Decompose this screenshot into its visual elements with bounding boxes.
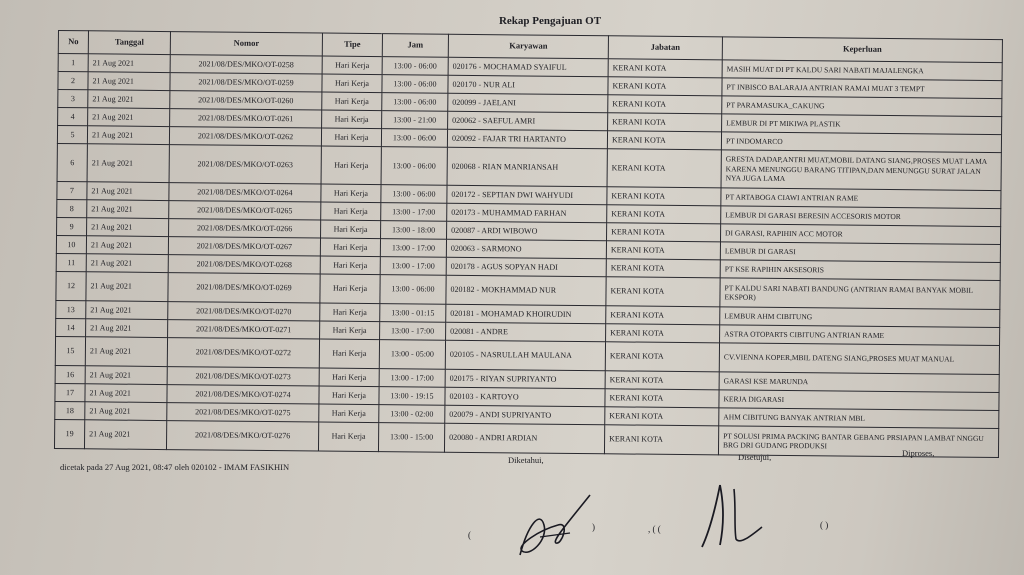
row-tanggal: 21 Aug 2021 xyxy=(85,402,167,421)
row-karyawan: 020081 - ANDRE xyxy=(446,322,606,342)
row-no: 11 xyxy=(56,253,86,271)
row-jabatan: KERANI KOTA xyxy=(607,187,721,206)
row-jam: 13:00 - 17:00 xyxy=(380,239,446,258)
row-keperluan: PT KALDU SARI NABATI BANDUNG (ANTRIAN RAMAI BANYAK MOBIL EKSPOR) xyxy=(720,278,1000,310)
row-tipe: Hari Kerja xyxy=(318,422,378,452)
row-jabatan: KERANI KOTA xyxy=(606,241,720,260)
row-nomor: 2021/08/DES/MKO/OT-0258 xyxy=(170,55,322,74)
row-no: 14 xyxy=(56,318,86,336)
row-tipe: Hari Kerja xyxy=(321,202,381,221)
row-jam: 13:00 - 06:00 xyxy=(382,75,448,94)
row-jam: 13:00 - 02:00 xyxy=(379,405,445,424)
row-tanggal: 21 Aug 2021 xyxy=(88,72,170,91)
row-nomor: 2021/08/DES/MKO/OT-0261 xyxy=(170,109,322,128)
row-jabatan: KERANI KOTA xyxy=(606,277,720,307)
row-no: 19 xyxy=(54,419,84,448)
row-karyawan: 020080 - ANDRI ARDIAN xyxy=(444,423,604,454)
row-tanggal: 21 Aug 2021 xyxy=(87,200,169,219)
row-nomor: 2021/08/DES/MKO/OT-0276 xyxy=(166,421,318,451)
row-nomor: 2021/08/DES/MKO/OT-0266 xyxy=(169,219,321,238)
row-keperluan: LEMBUR DI GARASI BERESIN ACCESORIS MOTOR xyxy=(721,206,1001,227)
row-jam: 13:00 - 17:00 xyxy=(380,322,446,341)
row-jam: 13:00 - 17:00 xyxy=(379,369,445,388)
row-tanggal: 21 Aug 2021 xyxy=(86,236,168,255)
row-keperluan: LEMBUR DI GARASI xyxy=(720,242,1000,263)
row-keperluan: MASIH MUAT DI PT KALDU SARI NABATI MAJALENGKA xyxy=(722,60,1002,81)
row-no: 1 xyxy=(58,54,88,72)
row-tipe: Hari Kerja xyxy=(322,92,382,111)
row-karyawan: 020105 - NASRULLAH MAULANA xyxy=(445,340,605,371)
row-tipe: Hari Kerja xyxy=(320,238,380,257)
row-karyawan: 020092 - FAJAR TRI HARTANTO xyxy=(447,129,607,149)
row-jabatan: KERANI KOTA xyxy=(608,59,722,78)
row-jabatan: KERANI KOTA xyxy=(608,113,722,132)
row-keperluan: PT SOLUSI PRIMA PACKING BANTAR GEBANG PRSIAPAN LAMBAT NNGGU BRG DRI GUDANG PRODUKSI xyxy=(718,426,998,458)
row-tanggal: 21 Aug 2021 xyxy=(85,366,167,385)
row-tipe: Hari Kerja xyxy=(322,110,382,129)
row-tipe: Hari Kerja xyxy=(321,220,381,239)
row-keperluan: PT INBISCO BALARAJA ANTRIAN RAMAI MUAT 3 TEMPT xyxy=(722,78,1002,99)
processed-label: Diproses, xyxy=(902,448,935,458)
row-jabatan: KERANI KOTA xyxy=(606,259,720,278)
row-nomor: 2021/08/DES/MKO/OT-0273 xyxy=(167,367,319,386)
row-karyawan: 020181 - MOHAMAD KHOIRUDIN xyxy=(446,304,606,324)
row-keperluan: PT PARAMASUKA_CAKUNG xyxy=(722,96,1002,117)
row-nomor: 2021/08/DES/MKO/OT-0270 xyxy=(168,302,320,321)
page-title: Rekap Pengajuan OT xyxy=(498,15,602,27)
col-header-jam: Jam xyxy=(382,34,448,58)
row-karyawan: 020062 - SAEFUL AMRI xyxy=(448,111,608,131)
row-karyawan: 020182 - MOKHAMMAD NUR xyxy=(446,275,606,306)
row-no: 9 xyxy=(57,217,87,235)
row-tipe: Hari Kerja xyxy=(320,274,380,304)
sig-paren-left: ( xyxy=(468,530,471,540)
row-no: 4 xyxy=(58,108,88,126)
row-jam: 13:00 - 06:00 xyxy=(381,129,447,148)
row-tanggal: 21 Aug 2021 xyxy=(86,272,168,302)
row-tipe: Hari Kerja xyxy=(321,146,381,185)
row-no: 12 xyxy=(56,271,86,300)
row-karyawan: 020099 - JAELANI xyxy=(448,93,608,113)
row-jabatan: KERANI KOTA xyxy=(605,371,719,390)
row-nomor: 2021/08/DES/MKO/OT-0275 xyxy=(167,403,319,422)
col-header-jabatan: Jabatan xyxy=(608,36,722,60)
row-jabatan: KERANI KOTA xyxy=(606,306,720,325)
row-no: 17 xyxy=(55,383,85,401)
row-tanggal: 21 Aug 2021 xyxy=(88,108,170,127)
row-tipe: Hari Kerja xyxy=(319,339,379,369)
row-karyawan: 020176 - MOCHAMAD SYAIFUL xyxy=(448,57,608,77)
row-karyawan: 020087 - ARDI WIBOWO xyxy=(447,221,607,241)
col-header-keperluan: Keperluan xyxy=(722,37,1002,63)
col-header-karyawan: Karyawan xyxy=(448,34,608,59)
row-tipe: Hari Kerja xyxy=(319,368,379,387)
row-tipe: Hari Kerja xyxy=(320,303,380,322)
signature-approved xyxy=(690,475,780,555)
row-karyawan: 020103 - KARTOYO xyxy=(445,387,605,407)
row-tanggal: 21 Aug 2021 xyxy=(85,337,167,367)
row-tipe: Hari Kerja xyxy=(319,386,379,405)
row-karyawan: 020178 - AGUS SOPYAN HADI xyxy=(446,257,606,277)
row-jam: 13:00 - 17:00 xyxy=(380,257,446,276)
row-jam: 13:00 - 19:15 xyxy=(379,387,445,406)
row-nomor: 2021/08/DES/MKO/OT-0269 xyxy=(168,273,320,303)
row-jabatan: KERANI KOTA xyxy=(606,324,720,343)
row-karyawan: 020079 - ANDI SUPRIYANTO xyxy=(445,405,605,425)
row-nomor: 2021/08/DES/MKO/OT-0267 xyxy=(168,237,320,256)
approved-label: Disetujui, xyxy=(738,452,772,462)
row-tipe: Hari Kerja xyxy=(322,56,382,75)
row-tanggal: 21 Aug 2021 xyxy=(87,182,169,201)
row-no: 15 xyxy=(55,336,85,365)
col-header-tipe: Tipe xyxy=(322,33,382,57)
row-tanggal: 21 Aug 2021 xyxy=(85,384,167,403)
row-jam: 13:00 - 01:15 xyxy=(380,304,446,323)
signature-known xyxy=(500,485,610,565)
row-no: 7 xyxy=(57,181,87,199)
row-jabatan: KERANI KOTA xyxy=(608,95,722,114)
row-no: 2 xyxy=(58,72,88,90)
row-keperluan: PT KSE RAPIHIN AKSESORIS xyxy=(720,260,1000,281)
row-nomor: 2021/08/DES/MKO/OT-0265 xyxy=(169,201,321,220)
row-nomor: 2021/08/DES/MKO/OT-0264 xyxy=(169,183,321,202)
row-jabatan: KERANI KOTA xyxy=(607,223,721,242)
row-keperluan: DI GARASI, RAPIHIN ACC MOTOR xyxy=(720,224,1000,245)
row-keperluan: GARASI KSE MARUNDA xyxy=(719,372,999,393)
table-body xyxy=(54,54,1002,458)
col-header-no: No xyxy=(58,31,88,54)
row-keperluan: LEMBUR DI PT MIKIWA PLASTIK xyxy=(722,114,1002,135)
row-no: 3 xyxy=(58,90,88,108)
row-no: 10 xyxy=(56,235,86,253)
row-karyawan: 020172 - SEPTIAN DWI WAHYUDI xyxy=(447,185,607,205)
print-note: dicetak pada 27 Aug 2021, 08:47 oleh 020102 - IMAM FASIKHIN xyxy=(60,462,290,472)
row-keperluan: KERJA DIGARASI xyxy=(719,390,999,411)
row-tanggal: 21 Aug 2021 xyxy=(86,301,168,320)
row-tanggal: 21 Aug 2021 xyxy=(87,218,169,237)
row-no: 16 xyxy=(55,365,85,383)
col-header-tanggal: Tanggal xyxy=(88,31,170,55)
row-no: 8 xyxy=(57,199,87,217)
row-keperluan: LEMBUR AHM CIBITUNG xyxy=(720,307,1000,328)
row-tanggal: 21 Aug 2021 xyxy=(86,254,168,273)
row-jam: 13:00 - 06:00 xyxy=(381,185,447,204)
row-keperluan: CV.VIENNA KOPER,MBIL DATENG SIANG,PROSES MUAT MANUAL xyxy=(719,343,999,375)
row-nomor: 2021/08/DES/MKO/OT-0272 xyxy=(167,338,319,368)
row-tanggal: 21 Aug 2021 xyxy=(86,319,168,338)
row-jabatan: KERANI KOTA xyxy=(607,205,721,224)
row-tanggal: 21 Aug 2021 xyxy=(87,126,169,145)
row-keperluan: PT INDOMARCO xyxy=(721,132,1001,153)
row-nomor: 2021/08/DES/MKO/OT-0262 xyxy=(169,127,321,146)
row-jam: 13:00 - 21:00 xyxy=(382,111,448,130)
row-tipe: Hari Kerja xyxy=(320,321,380,340)
row-nomor: 2021/08/DES/MKO/OT-0268 xyxy=(168,255,320,274)
row-tipe: Hari Kerja xyxy=(320,256,380,275)
row-no: 5 xyxy=(57,126,87,144)
row-jabatan: KERANI KOTA xyxy=(605,407,719,426)
row-no: 6 xyxy=(57,143,87,181)
row-karyawan: 020173 - MUHAMMAD FARHAN xyxy=(447,203,607,223)
row-karyawan: 020175 - RIYAN SUPRIYANTO xyxy=(445,369,605,389)
row-nomor: 2021/08/DES/MKO/OT-0259 xyxy=(170,73,322,92)
row-jam: 13:00 - 17:00 xyxy=(381,203,447,222)
row-tanggal: 21 Aug 2021 xyxy=(88,54,170,73)
sig-mark-end: ( ) xyxy=(820,520,829,530)
row-jabatan: KERANI KOTA xyxy=(608,77,722,96)
row-jam: 13:00 - 06:00 xyxy=(382,93,448,112)
row-jam: 13:00 - 06:00 xyxy=(380,275,446,305)
ot-table xyxy=(54,30,1003,458)
row-karyawan: 020170 - NUR ALI xyxy=(448,75,608,95)
row-jabatan: KERANI KOTA xyxy=(607,149,721,188)
sig-paren-right: ) xyxy=(592,522,595,532)
row-jabatan: KERANI KOTA xyxy=(607,131,721,150)
row-nomor: 2021/08/DES/MKO/OT-0260 xyxy=(170,91,322,110)
row-keperluan: GRESTA DADAP,ANTRI MUAT,MOBIL DATANG SIANG,PROSES MUAT LAMA KARENA MENUNGGU BARANG TITIPAN,DAN MENUNGGU SURAT JALAN NYA JUGA LAMA xyxy=(721,150,1001,191)
row-nomor: 2021/08/DES/MKO/OT-0274 xyxy=(167,385,319,404)
row-karyawan: 020063 - SARMONO xyxy=(446,239,606,259)
row-keperluan: PT ARTABOGA CIAWI ANTRIAN RAME xyxy=(721,188,1001,209)
known-label: Diketahui, xyxy=(508,455,544,465)
row-tanggal: 21 Aug 2021 xyxy=(88,90,170,109)
row-nomor: 2021/08/DES/MKO/OT-0271 xyxy=(168,320,320,339)
row-jabatan: KERANI KOTA xyxy=(605,342,719,372)
row-tipe: Hari Kerja xyxy=(321,184,381,203)
row-karyawan: 020068 - RIAN MANRIANSAH xyxy=(447,147,607,187)
row-keperluan: AHM CIBITUNG BANYAK ANTRIAN MBL xyxy=(719,408,999,429)
row-jam: 13:00 - 06:00 xyxy=(382,57,448,76)
row-tipe: Hari Kerja xyxy=(321,128,381,147)
row-jabatan: KERANI KOTA xyxy=(604,425,718,455)
row-jam: 13:00 - 18:00 xyxy=(381,221,447,240)
row-no: 13 xyxy=(56,300,86,318)
col-header-nomor: Nomor xyxy=(170,32,322,56)
row-jabatan: KERANI KOTA xyxy=(605,389,719,408)
row-nomor: 2021/08/DES/MKO/OT-0263 xyxy=(169,145,321,184)
row-tipe: Hari Kerja xyxy=(322,74,382,93)
row-jam: 13:00 - 15:00 xyxy=(378,423,444,453)
row-jam: 13:00 - 05:00 xyxy=(379,340,445,370)
row-tanggal: 21 Aug 2021 xyxy=(84,420,166,450)
sig-mark-mid: , ( ( xyxy=(648,524,661,534)
row-tanggal: 21 Aug 2021 xyxy=(87,144,169,183)
row-no: 18 xyxy=(55,401,85,419)
row-tipe: Hari Kerja xyxy=(319,404,379,423)
row-keperluan: ASTRA OTOPARTS CIBITUNG ANTRIAN RAME xyxy=(720,325,1000,346)
row-jam: 13:00 - 06:00 xyxy=(381,147,447,186)
